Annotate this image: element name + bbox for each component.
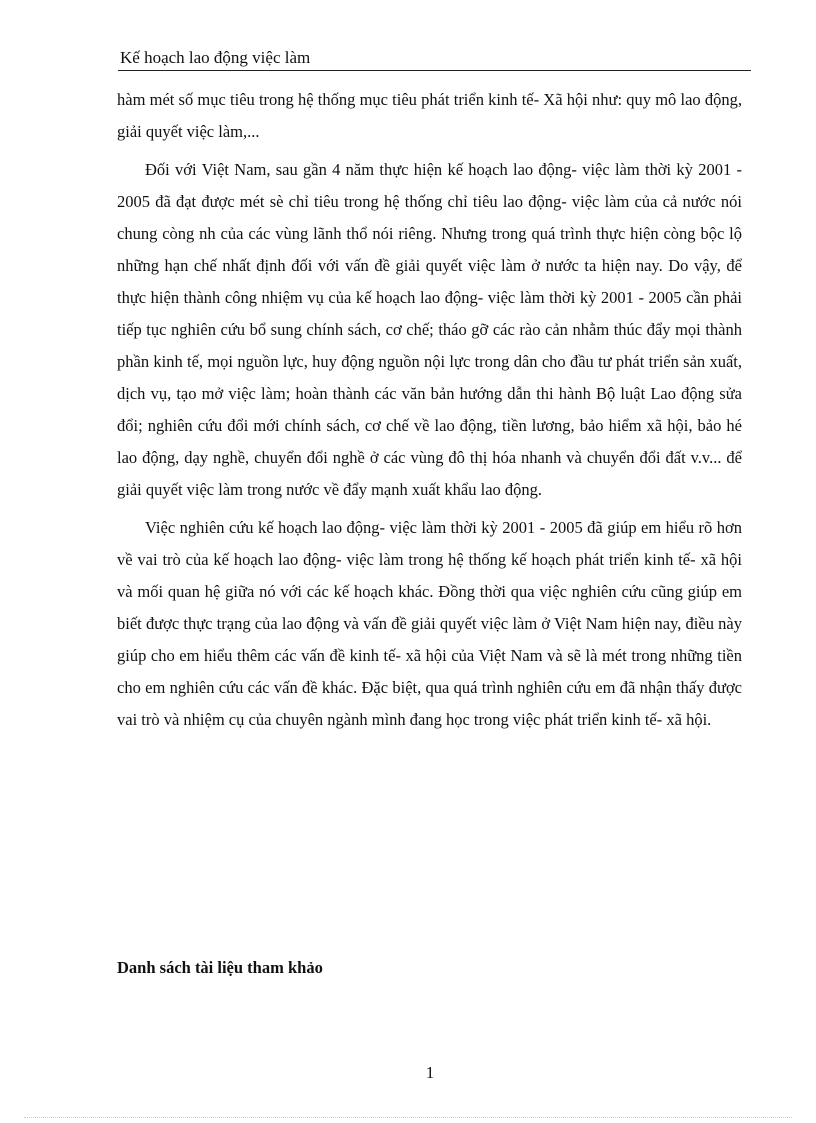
document-body xyxy=(117,84,742,736)
page-bottom-divider xyxy=(24,1117,792,1118)
paragraph-vietnam-employment: Đối với Việt Nam, sau gần 4 năm thực hiện kế hoạch lao động- việc làm thời kỳ 2001 - 2005 đã đạt được mét sè chỉ tiêu trong hệ thống chỉ tiêu lao động- việc làm của cả nước nói chung còng nh của các vùng lãnh thổ nói riêng. Nhưng trong quá trình thực hiện còng bộc lộ những hạn chế nhất định đối với vấn đề giải quyết việc làm ở nước ta hiện nay. Do vậy, để thực hiện thành công nhiệm vụ của kế hoạch lao động- việc làm thời kỳ 2001 - 2005 cần phải tiếp tục nghiên cứu bổ sung chính sách, cơ chế; tháo gỡ các rào cản nhằm thúc đẩy mọi thành phần kinh tế, mọi nguồn lực, huy động nguồn nội lực trong dân cho đầu tư phát triển sản xuất, dịch vụ, tạo mở việc làm; hoàn thành các văn bản hướng dẫn thi hành Bộ luật Lao động sửa đổi; nghiên cứu đổi mới chính sách, cơ chế về lao động, tiền lương, bảo hiểm xã hội, bảo hé lao động, dạy nghề, chuyển đổi nghề ở các vùng đô thị hóa nhanh và chuyển đổi đất v.v... để giải quyết việc làm trong nước về đẩy mạnh xuất khẩu lao động. xyxy=(117,160,742,499)
paragraph-continuation: hàm mét số mục tiêu trong hệ thống mục tiêu phát triển kinh tế- Xã hội như: quy mô lao động, giải quyết việc làm,... xyxy=(117,90,742,141)
page-header xyxy=(118,46,751,71)
header-title: Kế hoạch lao động việc làm xyxy=(120,48,311,67)
bibliography-heading: Danh sách tài liệu tham khảo xyxy=(117,958,323,977)
paragraph-research-conclusion: Việc nghiên cứu kế hoạch lao động- việc làm thời kỳ 2001 - 2005 đã giúp em hiểu rõ hơn về vai trò của kế hoạch lao động- việc làm trong hệ thống kế hoạch phát triển kinh tế- xã hội và mối quan hệ giữa nó với các kế hoạch khác. Đồng thời qua việc nghiên cứu cũng giúp em biết được thực trạng của lao động và vấn đề giải quyết việc làm ở Việt Nam hiện nay, điều này giúp cho em hiểu thêm các vấn đề kinh tế- xã hội của Việt Nam và sẽ là mét trong những tiền cho em nghiên cứu các vấn đề khác. Đặc biệt, qua quá trình nghiên cứu em đã nhận thấy được vai trò và nhiệm cụ của chuyên ngành mình đang học trong việc phát triển kinh tế- xã hội. xyxy=(117,518,742,729)
page-number: 1 xyxy=(425,1063,435,1082)
